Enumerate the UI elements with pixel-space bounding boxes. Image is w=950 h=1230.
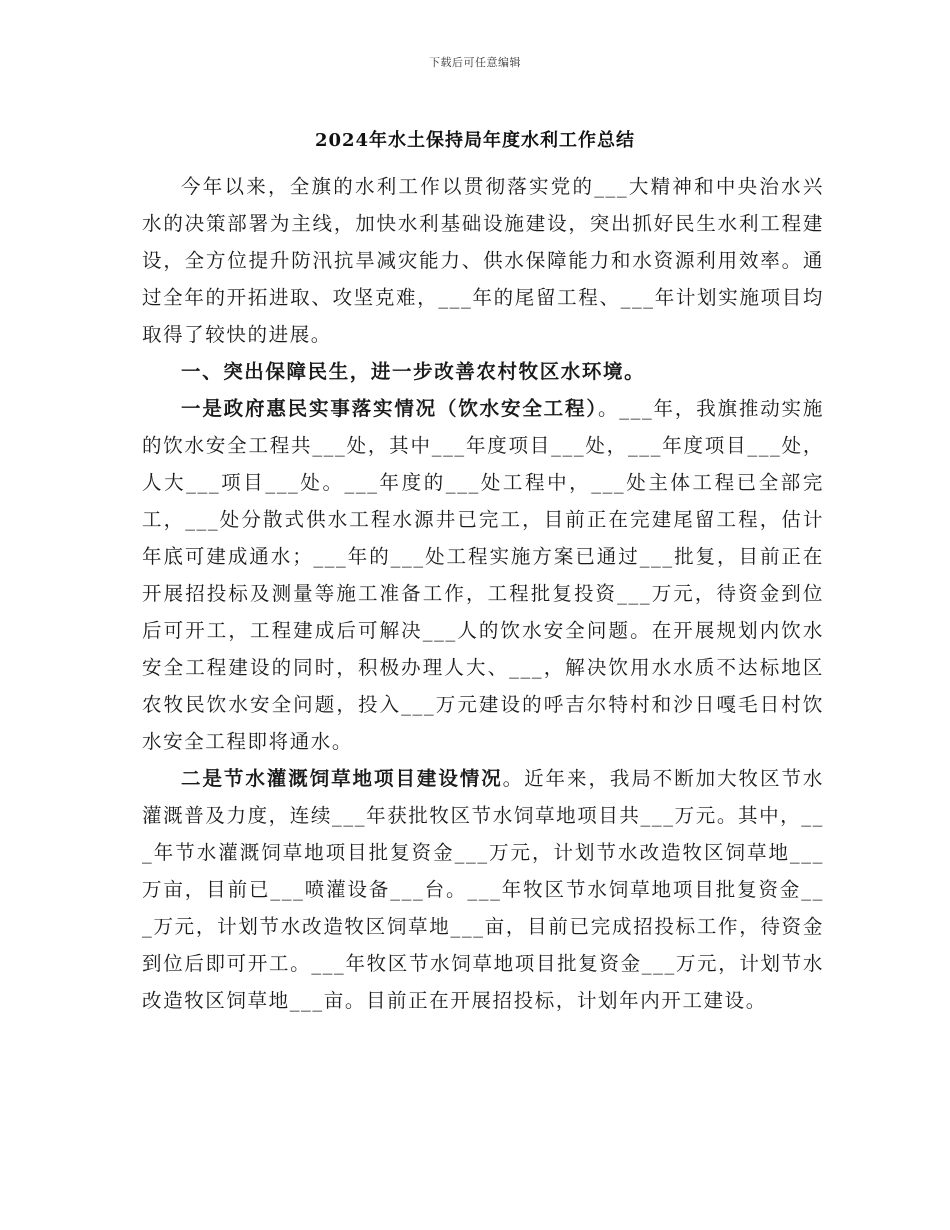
intro-paragraph: 今年以来，全旗的水利工作以贯彻落实党的___大精神和中央治水兴水的决策部署为主线，加快水利基础设施建设，突出抓好民生水利工程建设，全方位提升防汛抗旱减灾能力、供水保障能力和水资源利用效率。通过全年的开拓进取、攻坚克难，___年的尾留工程、___年计划实施项目均取得了较快的进展。 — [142, 175, 824, 346]
item-1-paragraph — [142, 390, 824, 760]
item-2-lead: 二是节水灌溉饲草地项目建设情况 — [181, 767, 503, 790]
document-title: 2024年水土保持局年度水利工作总结 — [314, 130, 636, 151]
item-1-lead: 一是政府惠民实事落实情况（饮水安全工程） — [181, 397, 598, 420]
header-note: 下载后可任意编辑 — [429, 56, 521, 69]
section-heading-1: 一、突出保障民生，进一步改善农村牧区水环境。 — [181, 360, 646, 383]
item-2-text: 。近年来，我局不断加大牧区节水灌溉普及力度，连续___年获批牧区节水饲草地项目共___万元。其中，___年节水灌溉饲草地项目批复资金___万元，计划节水改造牧区饲草地___万亩，目前已___喷灌设备___台。___年牧区节水饲草地项目批复资金___万元，计划节水改造牧区饲草地___亩，目前已完成招投标工作，待资金到位后即可开工。___年牧区节水饲草地项目批复资金___万元，计划节水改造牧区饲草地___亩。目前正在开展招投标，计划年内开工建设。 — [142, 767, 824, 1012]
item-1-text: 。___年，我旗推动实施的饮水安全工程共___处，其中___年度项目___处，___年度项目___处，人大___项目___处。___年度的___处工程中，___处主体工程已全部完工，___处分散式供水工程水源井已完工，目前正在完建尾留工程，估计年底可建成通水；___年的___处工程实施方案已通过___批复，目前正在开展招投标及测量等施工准备工作，工程批复投资___万元，待资金到位后可开工，工程建成后可解决___人的饮水安全问题。在开展规划内饮水安全工程建设的同时，积极办理人大、___，解决饮用水水质不达标地区农牧民饮水安全问题，投入___万元建设的呼吉尔特村和沙日嘎毛日村饮水安全工程即将通水。 — [142, 397, 824, 753]
item-2-paragraph — [142, 760, 824, 1019]
document-body — [142, 168, 824, 1019]
